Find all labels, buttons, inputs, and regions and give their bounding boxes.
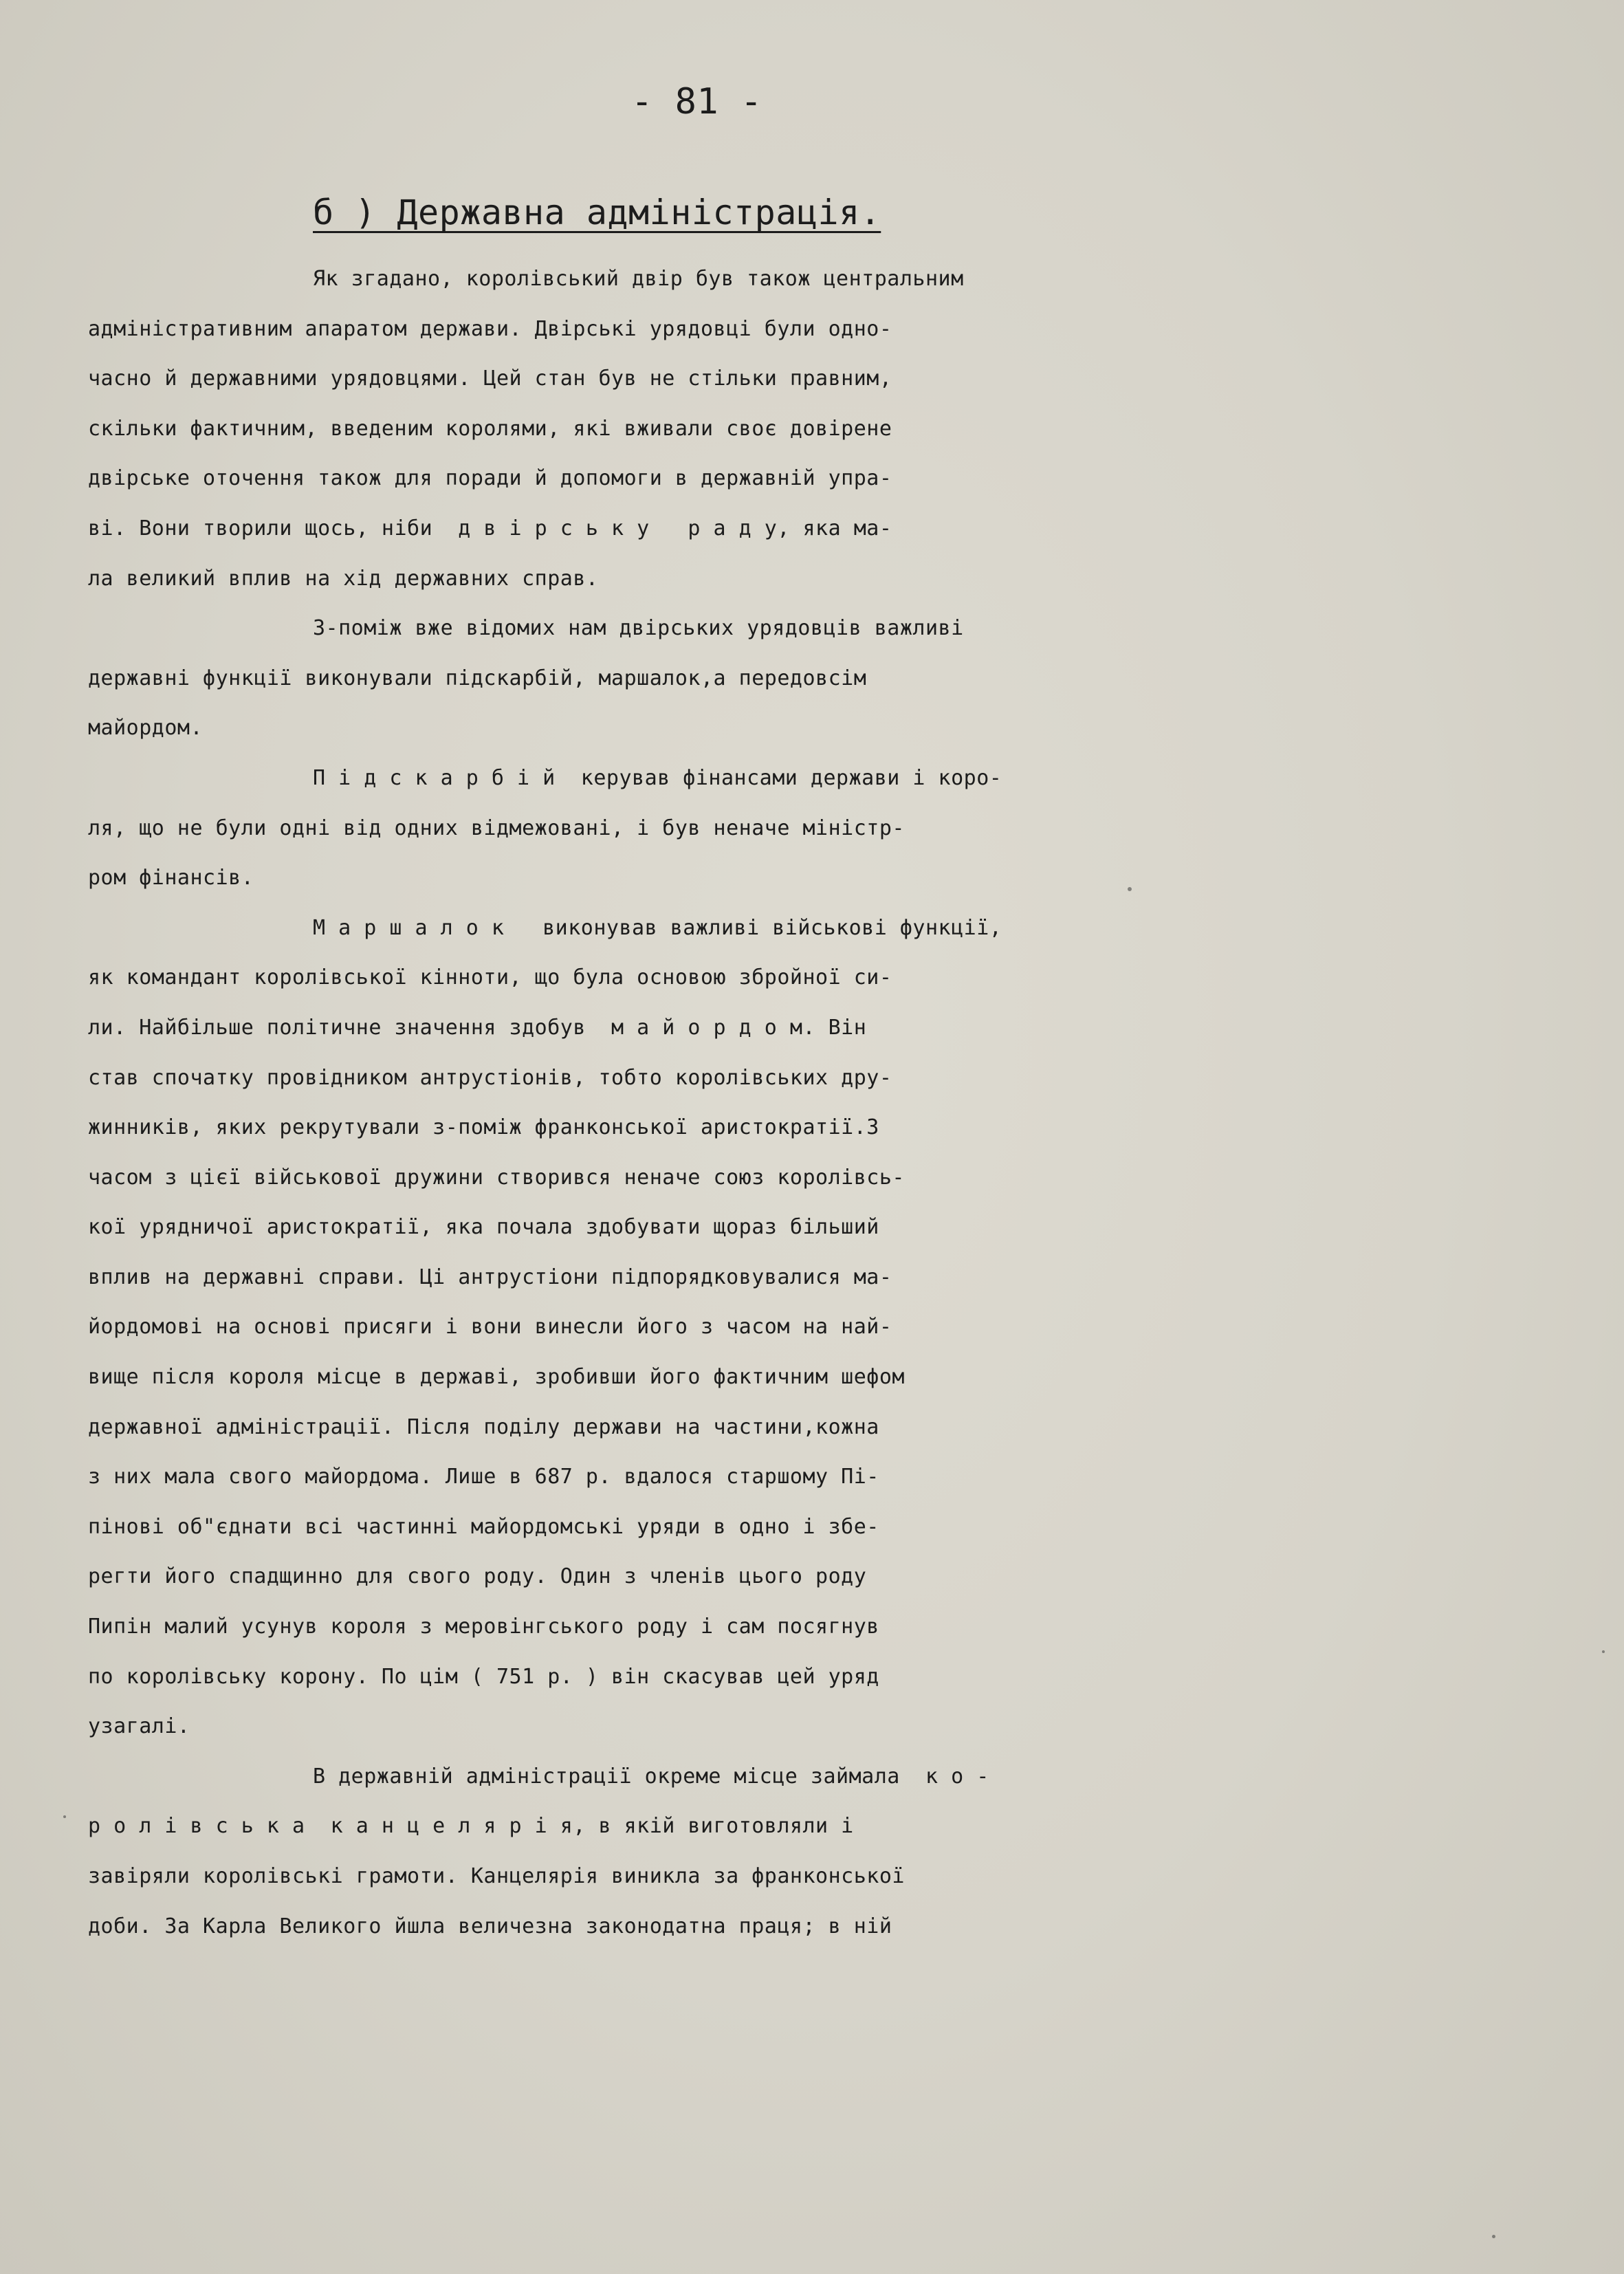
text-line: кої урядничої аристократії, яка почала здобувати щораз більший [88,1215,879,1240]
text-line: ві. Вони творили щось, ніби д в і р с ь к у р а д у, яка ма- [88,516,892,540]
text-line: часом з цієї військової дружини створився неначе союз королівсь- [88,1165,905,1190]
text-line: Пипін малий усунув короля з меровінгського роду і сам посягнув [88,1615,879,1639]
text-line: ля, що не були одні від одних відмежовані, і був неначе міністр- [88,816,905,840]
text-line: ла великий вплив на хід державних справ. [88,566,599,591]
text-line: В державній адміністрації окреме місце займала к о - [313,1764,989,1789]
text-line: р о л і в с ь к а к а н ц е л я р і я, в якій виготовляли і [88,1814,854,1839]
text-line: пінові об"єднати всі частинні майордомські уряди в одно і збе- [88,1514,879,1539]
page-number: - 81 - [631,81,762,122]
text-line: скільки фактичним, введеним королями, які вживали своє довірене [88,416,892,441]
text-line: М а р ш а л о к виконував важливі військові функції, [313,915,1002,940]
paper-speck [1492,2235,1495,2238]
text-line: завіряли королівські грамоти. Канцелярія виникла за франконської [88,1864,905,1888]
text-line: З-поміж вже відомих нам двірських урядовців важливі [313,616,964,641]
text-line: йордомові на основі присяги і вони винесли його з часом на най- [88,1315,892,1340]
body-text [0,254,1624,1952]
text-line: став спочатку провідником антрустіонів, тобто королівських дру- [88,1065,892,1090]
text-line: майордом. [88,716,204,741]
text-line: регти його спадщинно для свого роду. Один з членів цього роду [88,1564,867,1589]
section-heading: б ) Державна адміністрація. [313,193,881,232]
text-line: Як згадано, королівський двір був також центральним [313,267,964,291]
text-line: як командант королівської кінноти, що була основою збройної си- [88,965,892,990]
text-line: адміністративним апаратом держави. Двірські урядовці були одно- [88,316,892,341]
text-line: П і д с к а р б і й керував фінансами держави і коро- [313,765,1002,790]
text-line: ром фінансів. [88,866,254,890]
text-line: з них мала свого майордома. Лише в 687 р. вдалося старшому Пі- [88,1465,879,1489]
text-line: узагалі. [88,1714,190,1739]
paper-speck [63,1815,66,1818]
paper-speck [1602,1650,1605,1653]
text-line: вище після короля місце в державі, зробивши його фактичним шефом [88,1365,905,1390]
text-line: вплив на державні справи. Ці антрустіони підпорядковувалися ма- [88,1265,892,1289]
paper-speck [1128,887,1132,891]
text-line: по королівську корону. По цім ( 751 р. ) він скасував цей уряд [88,1664,879,1689]
text-line: двірське оточення також для поради й допомоги в державній упра- [88,466,892,491]
text-line: жинників, яких рекрутували з-поміж франконської аристократії.З [88,1115,879,1140]
text-line: державні функції виконували підскарбій, маршалок,а передовсім [88,666,867,690]
text-line: державної адміністрації. Після поділу держави на частини,кожна [88,1414,879,1439]
text-line: часно й державними урядовцями. Цей стан був не стільки правним, [88,367,892,391]
text-line: доби. За Карла Великого йшла величезна законодатна праця; в ній [88,1914,892,1938]
text-line: ли. Найбільше політичне значення здобув м а й о р д о м. Він [88,1015,867,1040]
